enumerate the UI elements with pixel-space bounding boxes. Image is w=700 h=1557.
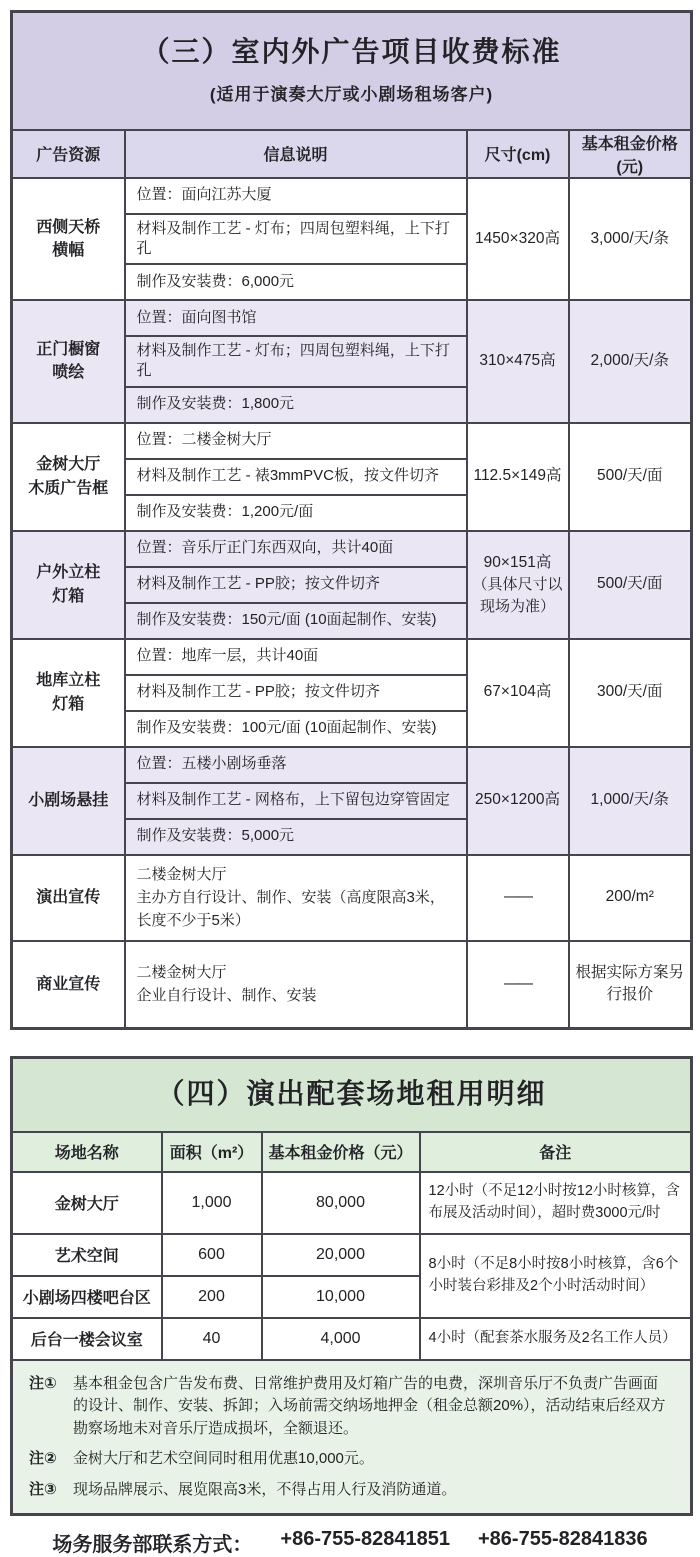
resource-name: 地库立柱 <box>36 672 101 690</box>
table-header-row <box>12 1132 692 1172</box>
column-header: 备注 <box>420 1132 692 1172</box>
note-item <box>29 1373 676 1441</box>
price-cell: 500/天/面 <box>569 423 692 531</box>
table-row <box>12 1318 692 1360</box>
remark-cell: 4小时（配套茶水服务及2名工作人员） <box>420 1318 692 1360</box>
info-cell <box>125 855 467 941</box>
size-note: （具体尺寸以现场为准） <box>472 575 563 615</box>
size-cell <box>467 531 569 639</box>
table-row <box>12 423 692 459</box>
price-cell: 500/天/面 <box>569 531 692 639</box>
table-row <box>12 747 692 783</box>
resource-cell <box>12 178 125 301</box>
remark-cell: 12小时（不足12小时按12小时核算，含布展及活动时间），超时费3000元/时 <box>420 1172 692 1234</box>
info-cell <box>125 941 467 1029</box>
table-row <box>12 300 692 336</box>
table-row <box>12 639 692 675</box>
section-title-row <box>12 1058 692 1132</box>
position-cell: 位置：地库一层，共计40面 <box>125 639 467 675</box>
price-cell: 80,000 <box>262 1172 420 1234</box>
venue-name-cell: 小剧场四楼吧台区 <box>12 1276 162 1318</box>
contact-phone: +86-755-82841851 <box>280 1528 450 1550</box>
resource-cell: 商业宣传 <box>12 941 125 1029</box>
size-cell: 310×475高 <box>467 300 569 423</box>
section-title-cell <box>12 12 692 130</box>
resource-cell <box>12 747 125 855</box>
notes-area <box>12 1360 692 1515</box>
column-header: 基本租金价格(元) <box>569 130 692 178</box>
resource-name: 西侧天桥 <box>36 218 101 236</box>
remark-cell: 8小时（不足8小时按8小时核算，含6个小时装台彩排及2个小时活动时间） <box>420 1234 692 1318</box>
section-title-row <box>12 12 692 130</box>
cost-cell: 制作及安装费：1,200元/面 <box>125 495 467 531</box>
size-cell: 112.5×149高 <box>467 423 569 531</box>
position-cell: 位置：音乐厅正门东西双向，共计40面 <box>125 531 467 567</box>
price-cell: 200/m² <box>569 855 692 941</box>
contact-phone: +86-755-82841836 <box>478 1528 648 1550</box>
note-text: 现场品牌展示、展览限高3米，不得占用人行及消防通道。 <box>73 1480 457 1498</box>
area-cell: 200 <box>162 1276 262 1318</box>
note-item <box>29 1479 676 1502</box>
table-row <box>12 531 692 567</box>
resource-name: 小剧场悬挂 <box>28 791 109 809</box>
material-cell: 材料及制作工艺 - 灯布；四周包塑料绳，上下打孔 <box>125 336 467 387</box>
size-cell: 250×1200高 <box>467 747 569 855</box>
note-item <box>29 1448 676 1471</box>
material-cell: 材料及制作工艺 - 灯布；四周包塑料绳，上下打孔 <box>125 214 467 265</box>
notes-row <box>12 1360 692 1515</box>
column-header: 广告资源 <box>12 130 125 178</box>
table-row <box>12 1172 692 1234</box>
cost-cell: 制作及安装费：100元/面 (10面起制作、安装) <box>125 711 467 747</box>
resource-name: 金树大厅 <box>36 456 101 474</box>
note-label: 注② <box>29 1450 57 1467</box>
venue-name-cell: 后台一楼会议室 <box>12 1318 162 1360</box>
area-cell: 40 <box>162 1318 262 1360</box>
venue-rental-table <box>10 1056 693 1516</box>
position-cell: 位置：二楼金树大厅 <box>125 423 467 459</box>
column-header: 尺寸(cm) <box>467 130 569 178</box>
resource-name: 灯箱 <box>52 695 85 713</box>
material-cell: 材料及制作工艺 - PP胶；按文件切齐 <box>125 567 467 603</box>
note-label: 注③ <box>29 1480 57 1498</box>
price-cell: 2,000/天/条 <box>569 300 692 423</box>
price-cell: 20,000 <box>262 1234 420 1276</box>
note-text: 金树大厅和艺术空间同时租用优惠10,000元。 <box>73 1450 374 1467</box>
cost-cell: 制作及安装费：1,800元 <box>125 387 467 423</box>
price-cell: 4,000 <box>262 1318 420 1360</box>
column-header: 场地名称 <box>12 1132 162 1172</box>
position-cell: 位置：五楼小剧场垂落 <box>125 747 467 783</box>
table-header-row <box>12 130 692 178</box>
material-cell: 材料及制作工艺 - 裱3mmPVC板，按文件切齐 <box>125 459 467 495</box>
price-cell: 3,000/天/条 <box>569 178 692 301</box>
price-cell: 1,000/天/条 <box>569 747 692 855</box>
size-cell: —— <box>467 855 569 941</box>
position-cell: 位置：面向图书馆 <box>125 300 467 336</box>
info-line: 主办方自行设计、制作、安装（高度限高3米，长度不少于5米） <box>136 888 445 930</box>
table-row <box>12 855 692 941</box>
resource-name: 横幅 <box>52 241 85 259</box>
resource-name: 户外立柱 <box>36 564 101 582</box>
size-cell: —— <box>467 941 569 1029</box>
resource-cell <box>12 423 125 531</box>
price-cell: 10,000 <box>262 1276 420 1318</box>
contact-label: 场务服务部联系方式： <box>52 1534 253 1556</box>
column-header: 基本租金价格（元） <box>262 1132 420 1172</box>
column-header: 面积（m²） <box>162 1132 262 1172</box>
material-cell: 材料及制作工艺 - 网格布，上下留包边穿管固定 <box>125 783 467 819</box>
ad-pricing-table <box>10 10 693 1030</box>
table-row <box>12 1234 692 1276</box>
resource-name: 木质广告框 <box>28 479 109 497</box>
resource-cell: 演出宣传 <box>12 855 125 941</box>
cost-cell: 制作及安装费：150元/面 (10面起制作、安装) <box>125 603 467 639</box>
table-row <box>12 178 692 214</box>
price-cell: 根据实际方案另行报价 <box>569 941 692 1029</box>
note-text: 基本租金包含广告发布费、日常维护费用及灯箱广告的电费，深圳音乐厅不负责广告画面的设计、制作、安装、拆卸；入场前需交纳场地押金（租金总额20%），活动结束后经双方勘察场地未对音乐厅造成损坏，全额退还。 <box>73 1374 666 1437</box>
venue-name-cell: 艺术空间 <box>12 1234 162 1276</box>
resource-name: 喷绘 <box>52 364 85 382</box>
section-title: （三）室内外广告项目收费标准 <box>141 35 562 67</box>
info-line: 企业自行设计、制作、安装 <box>136 987 317 1005</box>
note-label: 注① <box>29 1374 57 1392</box>
table-row <box>12 941 692 1029</box>
venue-rental-section <box>10 1056 690 1516</box>
resource-cell <box>12 531 125 639</box>
column-header: 信息说明 <box>125 130 467 178</box>
size-cell: 1450×320高 <box>467 178 569 301</box>
area-cell: 1,000 <box>162 1172 262 1234</box>
resource-cell <box>12 639 125 747</box>
material-cell: 材料及制作工艺 - PP胶；按文件切齐 <box>125 675 467 711</box>
section-subtitle: (适用于演奏大厅或小剧场租场客户) <box>209 84 494 104</box>
position-cell: 位置：面向江苏大厦 <box>125 178 467 214</box>
resource-cell <box>12 300 125 423</box>
size-cell: 67×104高 <box>467 639 569 747</box>
size-value: 90×151高 <box>483 553 552 571</box>
section-title: （四）演出配套场地租用明细 <box>156 1078 547 1110</box>
ad-pricing-section <box>10 10 690 1030</box>
info-line: 二楼金树大厅 <box>136 964 227 981</box>
area-cell: 600 <box>162 1234 262 1276</box>
price-cell: 300/天/面 <box>569 639 692 747</box>
venue-name-cell: 金树大厅 <box>12 1172 162 1234</box>
contact-footer <box>0 1528 700 1557</box>
info-line: 二楼金树大厅 <box>136 865 227 883</box>
section-title-cell <box>12 1058 692 1132</box>
resource-name: 灯箱 <box>52 587 85 605</box>
resource-name: 正门橱窗 <box>36 341 101 359</box>
cost-cell: 制作及安装费：6,000元 <box>125 264 467 300</box>
cost-cell: 制作及安装费：5,000元 <box>125 819 467 855</box>
